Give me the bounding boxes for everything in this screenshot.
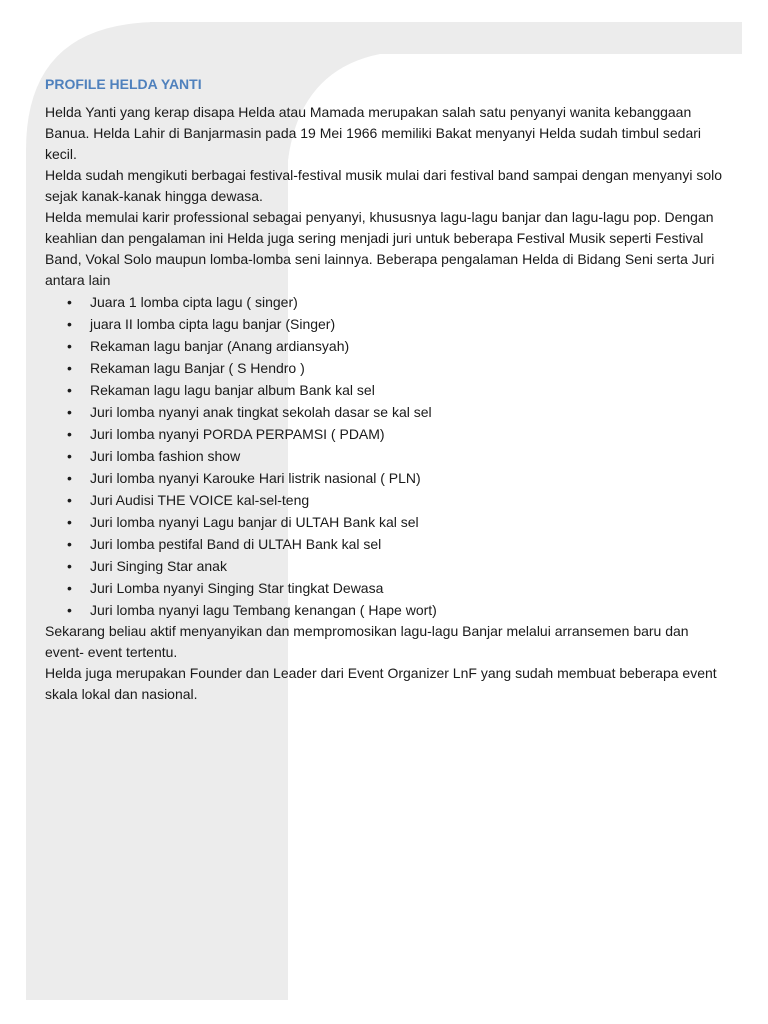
bullet-icon: • — [67, 338, 72, 354]
bullet-icon: • — [67, 470, 72, 486]
list-item: • Juri lomba fashion show — [45, 445, 725, 467]
list-item: • Juri lomba nyanyi anak tingkat sekolah dasar se kal sel — [45, 401, 725, 423]
bullet-icon: • — [67, 360, 72, 376]
bullet-icon: • — [67, 514, 72, 530]
bullet-icon: • — [67, 602, 72, 618]
bullet-icon: • — [67, 294, 72, 310]
list-item: • Juri lomba nyanyi PORDA PERPAMSI ( PDAM) — [45, 423, 725, 445]
experience-list — [45, 291, 725, 621]
top-band-fill — [150, 22, 742, 54]
list-item: • Juri lomba pestifal Band di ULTAH Bank kal sel — [45, 533, 725, 555]
bullet-icon: • — [67, 382, 72, 398]
bullet-icon: • — [67, 580, 72, 596]
bullet-icon: • — [67, 536, 72, 552]
document-content — [45, 74, 725, 705]
intro-paragraph-3: Helda memulai karir professional sebagai penyanyi, khususnya lagu-lagu banjar dan lagu-lagu pop. Dengan keahlian dan pengalaman ini Helda juga sering menjadi juri untuk beberapa Festival Musik seperti Festival Band, Vokal Solo maupun lomba-lomba seni lainnya. Beberapa pengalaman Helda di Bidang Seni serta Juri antara lain — [45, 209, 715, 288]
closing-paragraph-1: Sekarang beliau aktif menyanyikan dan mempromosikan lagu-lagu Banjar melalui arransemen baru dan event- event tertentu. — [45, 623, 689, 660]
bullet-icon: • — [67, 426, 72, 442]
intro-paragraph-2: Helda sudah mengikuti berbagai festival-festival musik mulai dari festival band sampai dengan menyanyi solo sejak kanak-kanak hingga dewasa. — [45, 167, 723, 204]
list-item: • Juri Singing Star anak — [45, 555, 725, 577]
intro-paragraph-1: Helda Yanti yang kerap disapa Helda atau Mamada merupakan salah satu penyanyi wanita kebanggaan Banua. Helda Lahir di Banjarmasin pada 19 Mei 1966 memiliki Bakat menyanyi Helda sudah timbul sedari kecil. — [45, 104, 702, 162]
bullet-icon: • — [67, 316, 72, 332]
bullet-icon: • — [67, 404, 72, 420]
bullet-icon: • — [67, 558, 72, 574]
list-item: • Rekaman lagu banjar (Anang ardiansyah) — [45, 335, 725, 357]
list-item: • Juri Audisi THE VOICE kal-sel-teng — [45, 489, 725, 511]
bullet-icon: • — [67, 492, 72, 508]
list-item: • Juara 1 lomba cipta lagu ( singer) — [45, 291, 725, 313]
list-item: • Rekaman lagu lagu banjar album Bank kal sel — [45, 379, 725, 401]
list-item: • Juri lomba nyanyi Karouke Hari listrik nasional ( PLN) — [45, 467, 725, 489]
list-item: • Juri lomba nyanyi lagu Tembang kenangan ( Hape wort) — [45, 599, 725, 621]
document-title: PROFILE HELDA YANTI — [45, 76, 202, 92]
bullet-icon: • — [67, 448, 72, 464]
list-item: • Rekaman lagu Banjar ( S Hendro ) — [45, 357, 725, 379]
list-item: • juara II lomba cipta lagu banjar (Singer) — [45, 313, 725, 335]
closing-paragraph-2: Helda juga merupakan Founder dan Leader dari Event Organizer LnF yang sudah membuat beberapa event skala lokal dan nasional. — [45, 665, 717, 702]
list-item: • Juri Lomba nyanyi Singing Star tingkat Dewasa — [45, 577, 725, 599]
list-item: • Juri lomba nyanyi Lagu banjar di ULTAH Bank kal sel — [45, 511, 725, 533]
